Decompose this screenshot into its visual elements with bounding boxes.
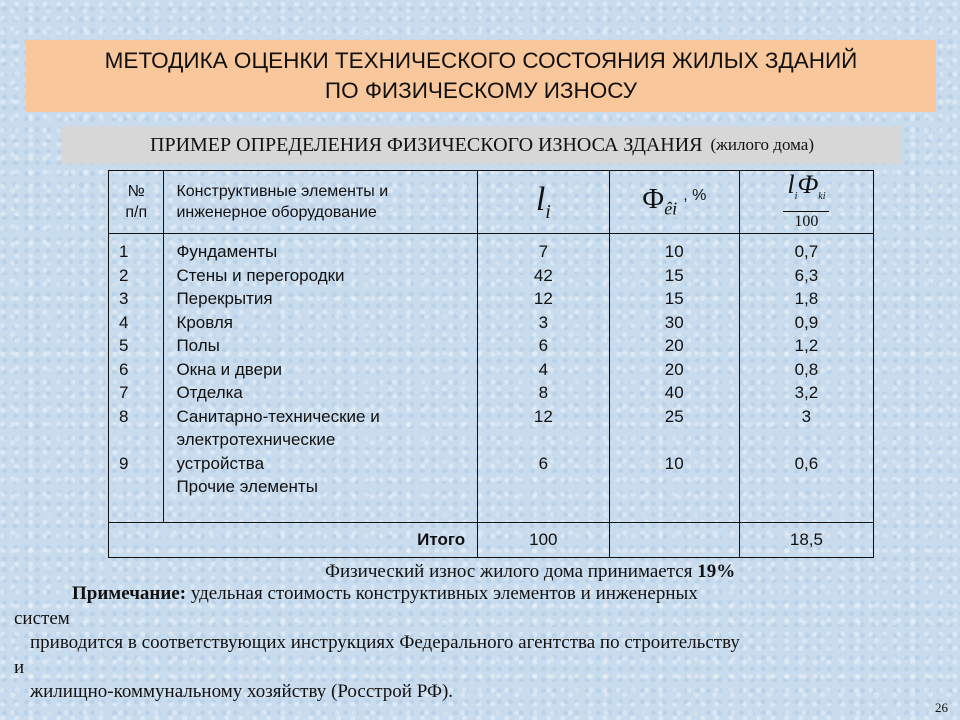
- table-header-row: [109, 171, 874, 234]
- note-text-1: удельная стоимость конструктивных элементов и инженерных: [190, 583, 698, 604]
- header-product: [739, 171, 873, 234]
- row-phi-spacer: [610, 428, 739, 452]
- row-phi: 15: [664, 265, 684, 285]
- row-name: электротехнические: [176, 430, 336, 449]
- note-line-5: жилищно-коммунальному хозяйству (Росстрой РФ).: [30, 681, 454, 702]
- row-num: 3: [119, 289, 129, 308]
- row-li: 3: [538, 312, 549, 332]
- row-product: 1,8: [794, 289, 819, 308]
- header-num-line1: №: [127, 183, 145, 200]
- title-line-1: МЕТОДИКА ОЦЕНКИ ТЕХНИЧЕСКОГО СОСТОЯНИЯ ЖИЛЫХ ЗДАНИЙ: [104, 48, 858, 73]
- row-name: Санитарно-технические и: [176, 406, 380, 426]
- product-fraction: [783, 172, 829, 231]
- subtitle-main: ПРИМЕР ОПРЕДЕЛЕНИЯ ФИЗИЧЕСКОГО ИЗНОСА ЗДАНИЯ: [150, 133, 703, 156]
- conclusion-value: 19%: [697, 561, 736, 582]
- note-line-3: приводится в соответствующих инструкциях Федерального агентства по строительству: [30, 632, 740, 653]
- total-li: 100: [478, 523, 609, 558]
- total-label: Итого: [109, 523, 478, 558]
- title-line-2: ПО ФИЗИЧЕСКОМУ ИЗНОСУ: [324, 78, 638, 103]
- row-num: 7: [119, 383, 129, 402]
- total-phi-empty: [609, 523, 739, 558]
- phi-unit: , %: [683, 187, 707, 205]
- row-product: 0,8: [794, 359, 819, 379]
- table-body-row: [109, 234, 874, 523]
- row-product: 0,6: [794, 453, 819, 473]
- row-product: 0,9: [794, 312, 819, 332]
- page-number: 26: [935, 700, 948, 715]
- row-phi: 20: [664, 359, 684, 379]
- note-block: [14, 582, 934, 705]
- wear-table: [108, 170, 874, 558]
- num-column: [109, 234, 164, 523]
- row-phi: 15: [664, 289, 684, 308]
- row-phi: 25: [664, 406, 684, 426]
- row-phi: 10: [664, 242, 684, 261]
- row-name: Прочие элементы: [176, 477, 318, 496]
- row-num: 8: [119, 406, 129, 426]
- header-element-line2: инженерное оборудование: [176, 204, 377, 221]
- row-num: 5: [119, 336, 129, 355]
- note-line-1: [14, 582, 934, 607]
- row-product: 0,7: [794, 242, 819, 261]
- header-element: [164, 171, 478, 234]
- slide-subtitle: [62, 126, 902, 164]
- row-num: 6: [119, 359, 129, 379]
- fraction-numerator: $l_iФ_{ki}$: [783, 172, 829, 211]
- product-column: [739, 234, 873, 523]
- row-li: 42: [533, 265, 553, 285]
- row-num: 1: [119, 242, 129, 261]
- conclusion-text: [325, 561, 735, 583]
- fraction-denominator: 100: [794, 212, 819, 230]
- row-li: 4: [538, 359, 549, 379]
- header-element-line1: Конструктивные элементы и: [176, 183, 389, 200]
- row-name: Кровля: [176, 312, 234, 332]
- row-phi: 20: [664, 336, 684, 355]
- phi-column: [609, 234, 739, 523]
- row-product: 1,2: [794, 336, 819, 355]
- row-li: 12: [533, 406, 553, 426]
- row-li: 6: [538, 336, 549, 355]
- row-name: Полы: [176, 336, 220, 355]
- row-phi: 10: [664, 453, 684, 473]
- header-li: [478, 171, 609, 234]
- note-line-4: и: [14, 656, 25, 678]
- row-name: Перекрытия: [176, 289, 273, 308]
- row-li: 8: [538, 383, 549, 402]
- subtitle-paren: (жилого дома): [710, 135, 814, 154]
- row-product: 6,3: [794, 265, 819, 285]
- row-name: устройства: [176, 453, 265, 473]
- note-line-2: систем: [14, 607, 70, 629]
- row-product-spacer: [740, 428, 873, 452]
- row-name: Окна и двери: [176, 359, 283, 379]
- row-name: Фундаменты: [176, 242, 278, 261]
- row-num-spacer: [119, 428, 163, 452]
- row-num: 4: [119, 312, 129, 332]
- slide-title: [26, 40, 936, 112]
- row-li: 6: [538, 453, 549, 473]
- header-num-line2: п/п: [125, 204, 148, 221]
- phi-symbol: $Ф_{êi}$: [642, 184, 678, 219]
- row-product: 3,2: [794, 383, 819, 402]
- table-total-row: [109, 523, 874, 558]
- li-column: [478, 234, 609, 523]
- row-phi: 30: [664, 312, 684, 332]
- row-num: 2: [119, 265, 129, 285]
- note-label: Примечание:: [72, 583, 187, 604]
- header-phi: [609, 171, 739, 234]
- li-symbol: $l_i$: [535, 180, 551, 223]
- conclusion-sentence: Физический износ жилого дома принимается: [325, 561, 693, 582]
- row-li: 7: [538, 242, 549, 261]
- element-column: [164, 234, 478, 523]
- row-name: Отделка: [176, 383, 243, 402]
- row-name: Стены и перегородки: [176, 265, 345, 285]
- row-li: 12: [533, 289, 553, 308]
- total-product: 18,5: [739, 523, 873, 558]
- header-num: [109, 171, 164, 234]
- row-product: 3: [801, 406, 812, 426]
- row-phi: 40: [664, 383, 684, 402]
- row-num: 9: [119, 453, 129, 473]
- row-li-spacer: [478, 428, 608, 452]
